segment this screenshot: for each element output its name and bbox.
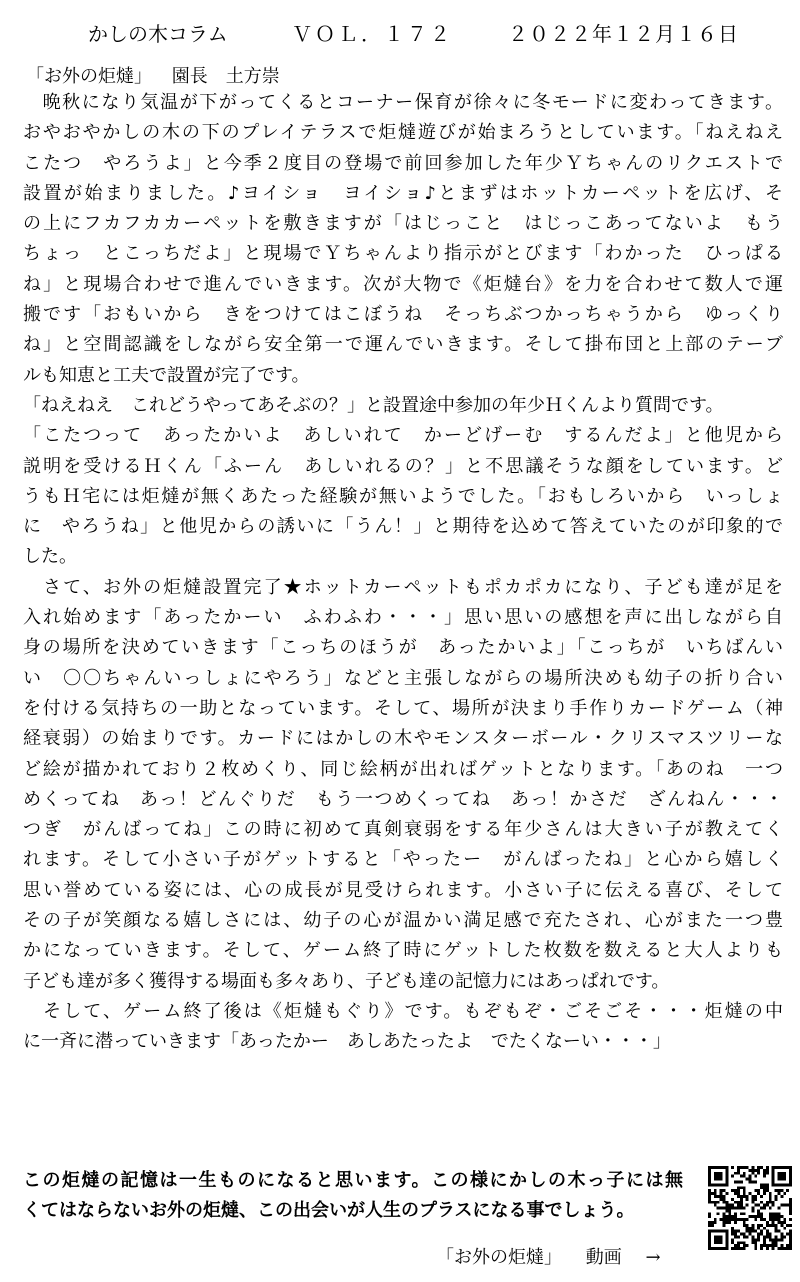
body-line: うもＨ宅には炬燵が無くあたった経験が無いようでした。「おもしろいから いっしょ: [23, 485, 783, 507]
body-line: 設置が始まりました。♪ヨイショ ヨイショ♪とまずはホットカーペットを広げ、そ: [23, 182, 783, 204]
body-line: した。: [23, 546, 77, 568]
body-line: こたつ やろうよ」と今季２度目の登場で前回参加した年少Ｙちゃんのリクエストで: [23, 152, 783, 174]
closing-line: くてはならないお外の炬燵、この出会いが人生のプラスになる事でしょう。: [23, 1200, 635, 1222]
body-line: 子ども達が多く獲得する場面も多々あり、子ども達の記憶力にはあっぱれです。: [23, 970, 670, 992]
body-line: 身の場所を決めていきます「こっちのほうが あったかいよ」「こっちが いちばんい: [23, 637, 783, 659]
arrow-right-icon: →: [645, 1247, 661, 1268]
body-line: に やろうね」と他児からの誘いに「うん！」と期待を込めて答えていたのが印象的で: [23, 516, 783, 538]
body-line: おやおやかしの木の下のプレイテラスで炬燵遊びが始まろうとしています。「ねえねえ: [23, 122, 783, 144]
column-name: かしの木コラム: [88, 22, 228, 46]
body-line: その子が笑顔なる嬉しさには、幼子の心が温かい満足感で充たされ、心がまた一つ豊: [23, 910, 783, 932]
body-line: い 〇〇ちゃんいっしょにやろう」などと主張しながらの場所決めも幼子の折り合い: [23, 667, 783, 689]
article-title: 「お外の炬燵」: [26, 66, 152, 87]
body-line: つぎ がんばってね」この時に初めて真剣衰弱をする年少さんは大きい子が教えてく: [23, 819, 783, 841]
body-line: そして、ゲーム終了後は《炬燵もぐり》です。もぞもぞ・ごそごそ・・・炬燵の中: [23, 1000, 783, 1022]
volume-number: ＶＯＬ．１７２: [292, 22, 453, 46]
issue-date: ２０２２年１２月１６日: [508, 22, 739, 46]
body-line: めくってね あっ！どんぐりだ もう一つめくってね あっ！かさだ ざんねん・・・: [23, 788, 783, 810]
video-link-title: 「お外の炬燵」: [436, 1247, 562, 1268]
body-line: の上にフカフカカーペットを敷きますが「はじっこと はじっこあってないよ もう: [23, 213, 783, 235]
body-line: 説明を受けるＨくん「ふーん あしいれるの？」と不思議そうな顔をしています。ど: [23, 455, 783, 477]
body-line: 思い誉めている姿には、心の成長が見受けられます。小さい子に伝える喜び、そして: [23, 879, 783, 901]
body-line: 経衰弱）の始まりです。カードにはかしの木やモンスターボール・クリスマスツリーな: [23, 728, 783, 750]
video-link[interactable]: [436, 1243, 679, 1269]
closing-line: この炬燵の記憶は一生ものになると思います。この様にかしの木っ子には無: [23, 1170, 683, 1191]
body-line: を付ける気持ちの一助となっています。そして、場所が決まり手作りカードゲーム（神: [23, 697, 783, 719]
body-line: ね」と現場合わせで進んでいきます。次が大物で《炬燵台》を力を合わせて数人で運: [23, 273, 783, 295]
article-author: 園長 土方崇: [171, 66, 280, 87]
body-line: 搬です「おもいから きをつけてはこぼうね そっちぶつかっちゃうから ゆっくり: [23, 304, 783, 326]
body-line: ちょっ とこっちだよ」と現場でＹちゃんより指示がとびます「わかった ひっぱる: [23, 243, 783, 265]
body-line: 晩秋になり気温が下がってくるとコーナー保育が徐々に冬モードに変わってきます。: [23, 92, 783, 113]
body-line: 「ねえねえ これどうやってあそぶの？」と設置途中参加の年少Ｈくんより質問です。: [23, 394, 724, 416]
body-line: 「こたつって あったかいよ あしいれて かーどげーむ するんだよ」と他児から: [23, 425, 783, 447]
body-line: さて、お外の炬燵設置完了★ホットカーペットもポカポカになり、子ども達が足を: [23, 576, 783, 598]
video-link-label: 動画: [585, 1247, 622, 1268]
body-line: ルも知恵と工夫で設置が完了です。: [23, 364, 310, 386]
article-body: [23, 88, 783, 1058]
body-line: れます。そして小さい子がゲットすると「やったー がんばったね」と心から嬉しく: [23, 849, 783, 871]
body-line: ね」と空間認識をしながら安全第一で運んでいきます。そして掛布団と上部のテーブ: [23, 334, 783, 356]
column-header: [0, 18, 800, 50]
body-line: 入れ始めます「あったかーい ふわふわ・・・」思い思いの感想を声に出しながら自: [23, 607, 783, 629]
article-byline: [26, 62, 294, 88]
qr-code-icon[interactable]: [708, 1166, 792, 1250]
body-line: ど絵が描かれており２枚めくり、同じ絵柄が出ればゲットとなります。「あのね 一つ: [23, 758, 783, 780]
body-line: に一斉に潜っていきます「あったかー あしあたったよ でたくなーい・・・」: [23, 1031, 671, 1053]
closing-paragraph: [23, 1166, 683, 1227]
body-line: かになっていきます。そして、ゲーム終了時にゲットした枚数を数えると大人よりも: [23, 940, 783, 962]
